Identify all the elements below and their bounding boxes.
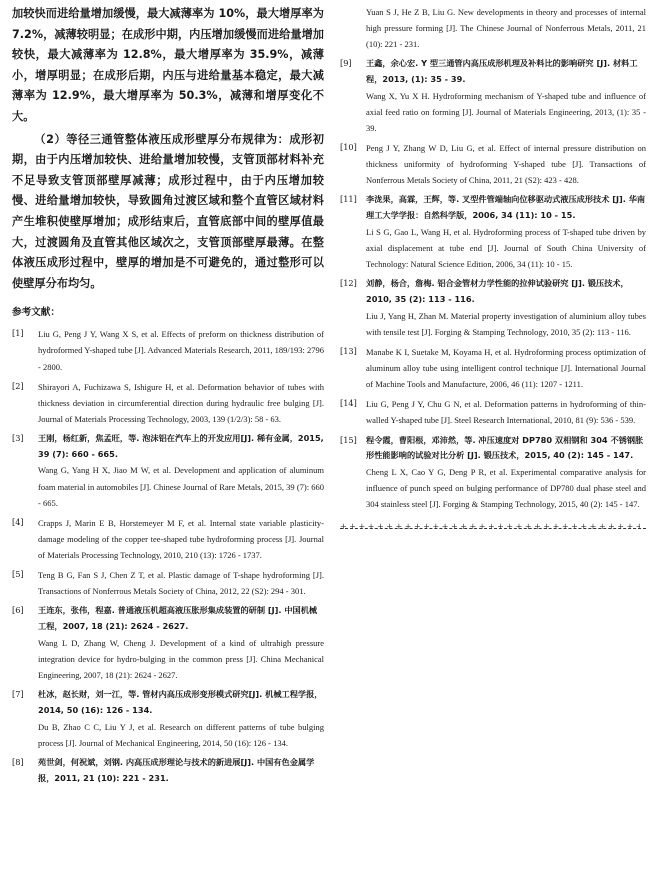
reference-chinese: 程令霞，曹阳根，邓沛然，等. 冲压速度对 DP780 双相钢和 304 不锈钢胀形性能影响的试验对比分析 [J]. 锻压技术，2015, 40 (2): 145 - 147. (366, 434, 644, 461)
reference-item (12, 687, 324, 751)
reference-body (38, 431, 324, 511)
body-paragraph-2: （2）等径三通管整体液压成形壁厚分布规律为：成形初期，由于内压增加较快、进给量增加较慢，支管顶部材料补充不足导致支管顶部壁厚减薄；成形过程中，由于内压增加较慢、进给量增加较快，导致圆角过渡区域和整个直管区域材料产生堆积使壁厚增加；成形结束后，直管底部中间的壁厚值最大，过渡圆角及直管其他区域次之，支管顶部壁厚最薄。在整体液压成形过程中，壁厚的增加是不可避免的，通过整形可以使壁厚分布均匀。 (12, 132, 324, 290)
references-title: 参考文献： (12, 307, 60, 319)
reference-item (340, 4, 646, 52)
reference-number: [5] (12, 569, 24, 580)
reference-body (366, 192, 646, 272)
reference-english: Du B, Zhao C C, Liu Y J, et al. Research on different patterns of tube bulging process [J]. Journal of Mechanical Engineering, 2014, 50 (16): 126 - 134. (38, 721, 324, 748)
reference-number: [4] (12, 516, 24, 527)
reference-number: [1] (12, 328, 24, 339)
reference-english: Wang G, Yang H X, Jiao M W, et al. Development and application of aluminum foam material in automobiles [J]. Chinese Journal of Rare Metals, 2015, 39 (7): 660 - 665. (38, 465, 324, 508)
reference-body (38, 603, 324, 683)
reference-number: [9] (340, 58, 352, 69)
reference-english: Liu G, Peng J Y, Wang X S, et al. Effects of preform on thickness distribution of hydroformed Y-shaped tube [J]. Advanced Materials Research, 2011, 189/193: 2796 - 2800. (38, 329, 324, 372)
reference-item (12, 515, 324, 563)
reference-body (38, 515, 324, 563)
reference-english: Li S G, Gao L, Wang H, et al. Hydroforming process of T-shaped tube driven by axial displacement at tube end [J]. Journal of South China University of Technology: Natural Science Edition, 2006, 34 (11): 10 - 15. (366, 227, 646, 270)
reference-number: [12] (340, 278, 357, 289)
reference-body (366, 140, 646, 188)
reference-item (12, 755, 324, 787)
reference-english: Wang L D, Zhang W, Cheng J. Development of a kind of ultrahigh pressure integration device for hydro-bulging in the common press [J]. China Mechanical Engineering, 2007, 18 (21): 2624 - 2627. (38, 637, 324, 680)
reference-chinese: 刘静，杨合，詹梅. 铝合金管材力学性能的拉伸试验研究 [J]. 锻压技术，2010, 35 (2): 113 - 116. (366, 278, 629, 305)
reference-english: Shirayori A, Fuchizawa S, Ishigure H, et al. Deformation behavior of tubes with thickness deviation in circumferential direction during hydraulic free bulging [J]. Journal of Materials Processing Technology, 2003, 139 (1/2/3): 58 - 63. (38, 381, 324, 424)
reference-chinese: 王刚，杨红新，焦孟旺，等. 泡沫铝在汽车上的开发应用[J]. 稀有金属，2015, 39 (7): 660 - 665. (38, 432, 324, 459)
reference-body (366, 433, 646, 513)
reference-item (12, 603, 324, 683)
reference-body (38, 326, 324, 374)
reference-item (12, 379, 324, 427)
reference-chinese: 王鑫，余心宏. Y 型三通管内高压成形机理及补料比的影响研究 [J]. 材料工程，2013, (1): 35 - 39. (366, 58, 638, 85)
end-divider (340, 528, 646, 537)
reference-list-right (340, 4, 646, 512)
reference-body (366, 344, 646, 392)
reference-item (340, 192, 646, 272)
reference-item (340, 433, 646, 513)
reference-number: [15] (340, 434, 357, 445)
reference-english: Crapps J, Marin E B, Horstemeyer M F, et al. Internal state variable plasticity-damage modeling of the copper tee-shaped tube hydroforming process [J]. Journal of Materials Processing Technology, 2010, 210 (13): 1726 - 1737. (38, 517, 324, 560)
reference-item (12, 567, 324, 599)
reference-body (38, 755, 324, 787)
reference-chinese: 苑世剑，何祝斌，刘钢. 内高压成形理论与技术的新进展[J]. 中国有色金属学报，2011, 21 (10): 221 - 231. (38, 756, 315, 783)
reference-number: [8] (12, 756, 24, 767)
reference-english: Cheng L X, Cao Y G, Deng P R, et al. Experimental comparative analysis for influence of punch speed on bulging performance of DP780 dual phase steel and 304 stainless steel [J]. Forging & Stamping Technology, 2015, 40 (2): 145 - 147. (366, 467, 646, 510)
reference-body (38, 567, 324, 599)
reference-item (340, 56, 646, 136)
reference-english: Wang X, Yu X H. Hydroforming mechanism of Y-shaped tube and influence of axial feed ratio on forming [J]. Journal of Materials Engineering, 2013, (1): 35 - 39. (366, 90, 646, 134)
reference-chinese: 杜冰，赵长财，刘一江，等. 管材内高压成形变形模式研究[J]. 机械工程学报，2014, 50 (16): 126 - 134. (38, 689, 323, 715)
reference-body (366, 56, 646, 136)
reference-item (340, 140, 646, 188)
reference-number: [10] (340, 142, 357, 153)
reference-item (340, 396, 646, 428)
reference-english: Teng B G, Fan S J, Chen Z T, et al. Plastic damage of T-shape hydroforming [J]. Transactions of Nonferrous Metals Society of China, 2012, 22 (S2): 294 - 301. (38, 570, 324, 597)
reference-item (12, 431, 324, 511)
reference-body (38, 687, 324, 751)
reference-number (340, 4, 366, 52)
reference-number: [11] (340, 194, 357, 205)
reference-item (340, 344, 646, 392)
reference-english: Liu G, Peng J Y, Chu G N, et al. Deformation patterns in hydroforming of thin-walled Y-shaped tube [J]. Steel Research International, 2010, 81 (9): 536 - 539. (366, 399, 646, 426)
reference-body (366, 396, 646, 428)
right-column (340, 4, 646, 537)
reference-item (12, 326, 324, 374)
reference-number: [6] (12, 605, 24, 616)
reference-number: [2] (12, 380, 24, 391)
reference-body (38, 379, 324, 427)
reference-number: [7] (12, 689, 24, 700)
reference-english: Peng J Y, Zhang W D, Liu G, et al. Effect of internal pressure distribution on thickness uniformity of hydroforming Y-shaped tube [J]. Transactions of Nonferrous Metals Society of China, 2011, 21 (S2): 423 - 428. (366, 143, 646, 186)
reference-chinese: 李泷果，高霖，王辉，等. 叉型件管端轴向位移驱动式液压成形技术 [J]. 华南理工大学学报：自然科学版，2006, 34 (11): 10 - 15. (366, 194, 646, 221)
left-column (12, 4, 324, 790)
reference-list-left (12, 326, 324, 786)
reference-number: [13] (340, 346, 357, 357)
reference-english: Yuan S J, He Z B, Liu G. New developments in theory and processes of internal high pressure forming [J]. The Chinese Journal of Nonferrous Metals, 2011, 21 (10): 221 - 231. (366, 7, 646, 50)
reference-chinese: 王连东，张伟，程嘉. 普通液压机超高液压胀形集成装置的研制 [J]. 中国机械工程，2007, 18 (21): 2624 - 2627. (38, 605, 318, 632)
reference-number: [3] (12, 432, 24, 443)
reference-number: [14] (340, 398, 357, 409)
reference-item (340, 276, 646, 340)
reference-english: Liu J, Yang H, Zhan M. Material property investigation of aluminium alloy tubes with tensile test [J]. Forging & Stamping Technology, 2010, 35 (2): 113 - 116. (366, 310, 646, 337)
reference-english: Manabe K I, Suetake M, Koyama H, et al. Hydroforming process optimization of aluminum alloy tube using intelligent control technique [J]. International Journal of Machine Tools and Manufacture, 2006, 46 (11): 1207 - 1211. (366, 347, 646, 390)
reference-body (366, 276, 646, 340)
reference-body (366, 4, 646, 52)
body-paragraph-1: 加较快而进给量增加缓慢，最大减薄率为 10%，最大增厚率为 7.2%，减薄较明显；在成形中期，内压增加缓慢而进给量增加较快，最大减薄率为 12.8%，最大增厚率为 35.9%，减薄小，增厚明显；在成形后期，内压与进给量基本稳定，最大减薄率为 12.9%，最大增厚率为 50.3%，减薄和增厚变化不大。 (12, 7, 324, 123)
